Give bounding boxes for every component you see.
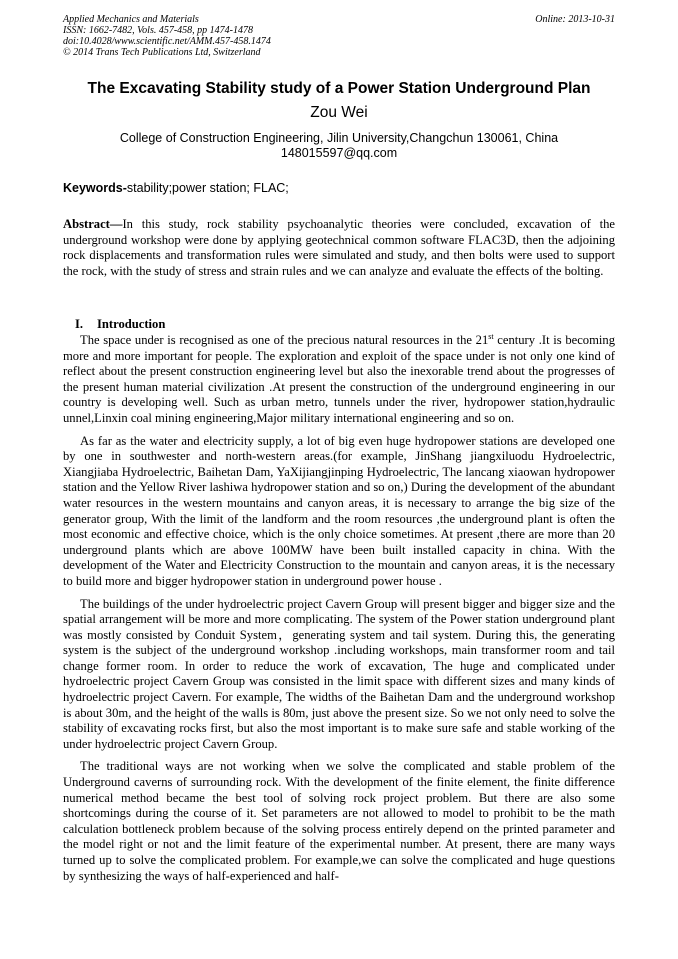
keywords-text: stability;power station; FLAC;	[126, 181, 289, 195]
affiliation-block	[40, 131, 638, 161]
keywords	[63, 181, 615, 195]
section-heading	[75, 317, 165, 332]
superscript: st	[488, 331, 494, 341]
abstract-label: Abstract—	[63, 217, 123, 231]
paragraph	[63, 333, 615, 427]
online-date: Online: 2013-10-31	[535, 14, 615, 25]
abstract-text: In this study, rock stability psychoanalytic theories were concluded, excavation of the underground workshop were done by applying geotechnical common software FLAC3D, then the adjoining rock displacements and transformation rules were simulated and study, and then bolts were used to support the rock, with the study of stress and strain rules and we can analyze and evaluate the effects of the bolting.	[63, 217, 615, 278]
paper-title: The Excavating Stability study of a Power Station Underground Plan	[87, 80, 591, 97]
paragraph-text: The space under is recognised as one of the precious natural resources in the 21	[80, 333, 489, 347]
copyright-line: © 2014 Trans Tech Publications Ltd, Switzerland	[63, 47, 261, 58]
journal-name: Applied Mechanics and Materials	[63, 14, 199, 25]
abstract	[63, 217, 615, 279]
author-email: 148015597@qq.com	[280, 146, 398, 160]
paragraph: The traditional ways are not working when we solve the complicated and stable problem of the Underground caverns of surrounding rock. With the development of the finite element, the finite difference numerical method became the best tool of solving rock project problem. But there are also some shortcomings during the course of it. Set parameters are not allowed to model to prohibit to be the math calculation bottleneck problem because of the solving process entirely depend on the printed parameter and the model right or not and the limit feature of the experimental number. At present, there are many ways turned up to solve the complicated problem. For example,we can solve the complicated and huge questions by synthesizing the ways of half-experienced and half-	[63, 759, 615, 883]
issn-line: ISSN: 1662-7482, Vols. 457-458, pp 1474-1478	[63, 25, 253, 36]
author-name: Zou Wei	[310, 104, 368, 121]
doi-line: doi:10.4028/www.scientific.net/AMM.457-458.1474	[63, 36, 271, 47]
keywords-label: Keywords-	[63, 181, 127, 195]
affiliation: College of Construction Engineering, Jilin University,Changchun 130061, China	[119, 131, 559, 145]
paragraph: The buildings of the under hydroelectric project Cavern Group will present bigger and bigger size and the spatial arrangement will be more and more complicating. The system of the Power station underground plant was mostly consisted by Conduit System，generating system and tail system. During this, the generating system is the subject of the underground workshop .including workshops, main transformer room and tail change former room. In order to reduce the work of excavation, The huge and complicated under hydroelectric project Cavern Group was consisted in the limit space with different sizes and many kinds of hydroelectric project Cavern. For example, The widths of the Baihetan Dam and the underground workshop is about 30m, and the height of the walls is 80m, just above the present size. So we not only need to solve the stability of excavating rocks first, but also the most important is to make sure safe and stable working of the under hydroelectric project Cavern Group.	[63, 596, 615, 751]
section-title: Introduction	[97, 317, 166, 331]
paragraph: As far as the water and electricity supply, a lot of big even huge hydropower stations are developed one by one in southwester and north-western areas.(for example, JinShang jiangxiluodu Hydroelectric, Xiangjiaba Hydroelectric, Baihetan Dam, YaXijiangjinping Hydroelectric, The lancang xiaowan hydropower station and the Yellow River lashiwa hydropower station and so on,) During the development of the abundant water resources in the western mountains and canyon areas, it is necessary to arrange the big size of the generator group, With the limit of the landform and the room resources ,the underground plant is often the most economic and effective choice, which is the only choice sometimes. At present ,there are more than 20 underground plants which are above 100MW have been built installed capacity in china. With the development of the Water and Electricity Construction to the mountain and canyon areas, it is the necessary to build more and bigger hydropower station in underground power house .	[63, 433, 615, 588]
journal-header	[63, 14, 615, 58]
paragraph-text: century .It is becoming more and more important for people. The exploration and exploit of the space under is not only one kind of reflect about the present construction engineering level but also the inexorable trend about the progresses of the present human material civilization .At present the construction of the underground engineering in our country is developing well. Such as urban metro, tunnels under the river, hydropower station,hydraulic unnel,Linxin coal mining engineering,Major military international engineering and so on.	[63, 333, 615, 425]
body-text	[63, 333, 615, 891]
section-number: I.	[75, 317, 84, 331]
